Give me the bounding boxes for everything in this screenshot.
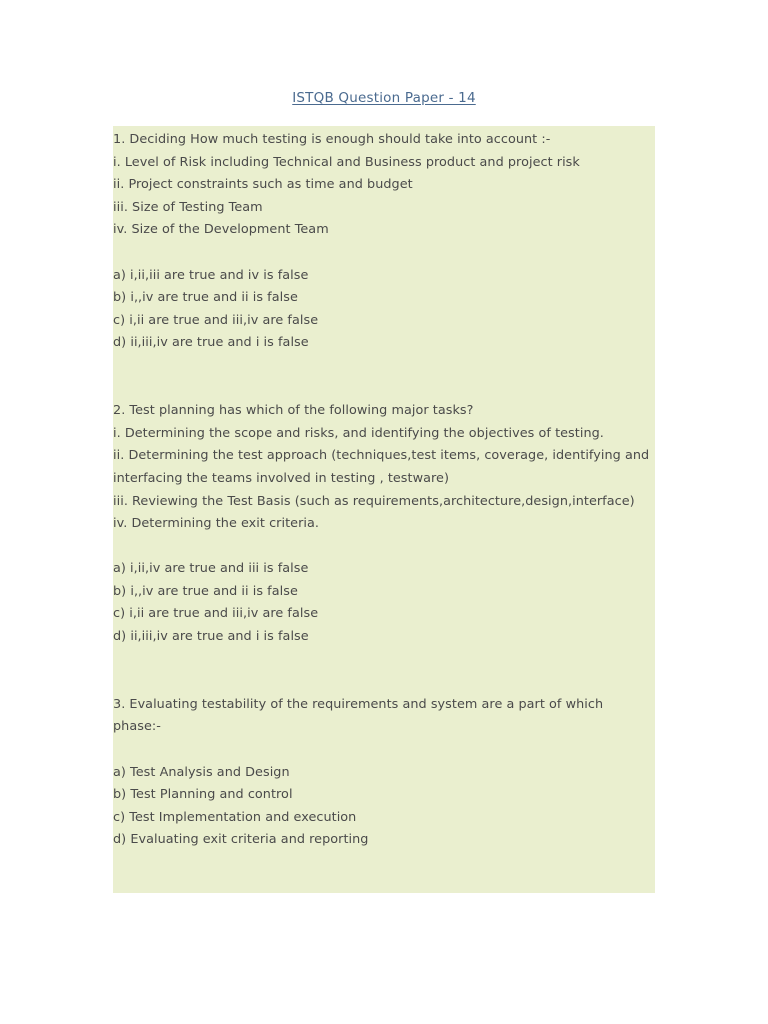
question-2-statement-iii: iii. Reviewing the Test Basis (such as requirements,architecture,design,interface) — [113, 493, 635, 509]
page-title: ISTQB Question Paper - 14 — [292, 90, 476, 106]
question-1 — [113, 129, 655, 355]
question-3-stem-cont: phase:- — [113, 719, 161, 735]
question-1-option-c: c) i,ii are true and iii,iv are false — [113, 312, 319, 328]
question-content — [113, 126, 655, 893]
question-2-statement-iv: iv. Determining the exit criteria. — [113, 516, 320, 532]
question-1-option-b: b) i,,iv are true and ii is false — [113, 290, 298, 306]
question-2-statement-ii-cont: interfacing the teams involved in testing , testware) — [113, 470, 449, 486]
question-2-option-d: d) ii,iii,iv are true and i is false — [113, 629, 309, 645]
question-2-option-a: a) i,ii,iv are true and iii is false — [113, 561, 309, 577]
question-1-stem: 1. Deciding How much testing is enough should take into account :- — [113, 132, 551, 147]
question-2 — [113, 400, 655, 649]
question-3-stem: 3. Evaluating testability of the requirements and system are a part of which — [113, 696, 604, 712]
question-3-option-a: a) Test Analysis and Design — [113, 764, 290, 780]
question-1-option-d: d) ii,iii,iv are true and i is false — [113, 335, 309, 351]
question-1-statement-iv: iv. Size of the Development Team — [113, 222, 329, 238]
question-3-option-d: d) Evaluating exit criteria and reporting — [113, 832, 369, 848]
question-2-statement-i: i. Determining the scope and risks, and identifying the objectives of testing. — [113, 425, 604, 441]
question-2-option-c: c) i,ii are true and iii,iv are false — [113, 606, 319, 622]
question-1-statement-ii: ii. Project constraints such as time and budget — [113, 177, 413, 193]
question-2-option-b: b) i,,iv are true and ii is false — [113, 583, 298, 599]
question-1-statement-i: i. Level of Risk including Technical and Business product and project risk — [113, 154, 580, 170]
question-2-stem: 2. Test planning has which of the following major tasks? — [113, 403, 474, 419]
question-1-statement-iii: iii. Size of Testing Team — [113, 199, 263, 215]
question-3-option-c: c) Test Implementation and execution — [113, 809, 357, 825]
question-2-statement-ii: ii. Determining the test approach (techniques,test items, coverage, identifying and — [113, 448, 650, 464]
question-1-option-a: a) i,ii,iii are true and iv is false — [113, 267, 309, 283]
question-3 — [113, 694, 655, 852]
question-3-option-b: b) Test Planning and control — [113, 787, 293, 803]
